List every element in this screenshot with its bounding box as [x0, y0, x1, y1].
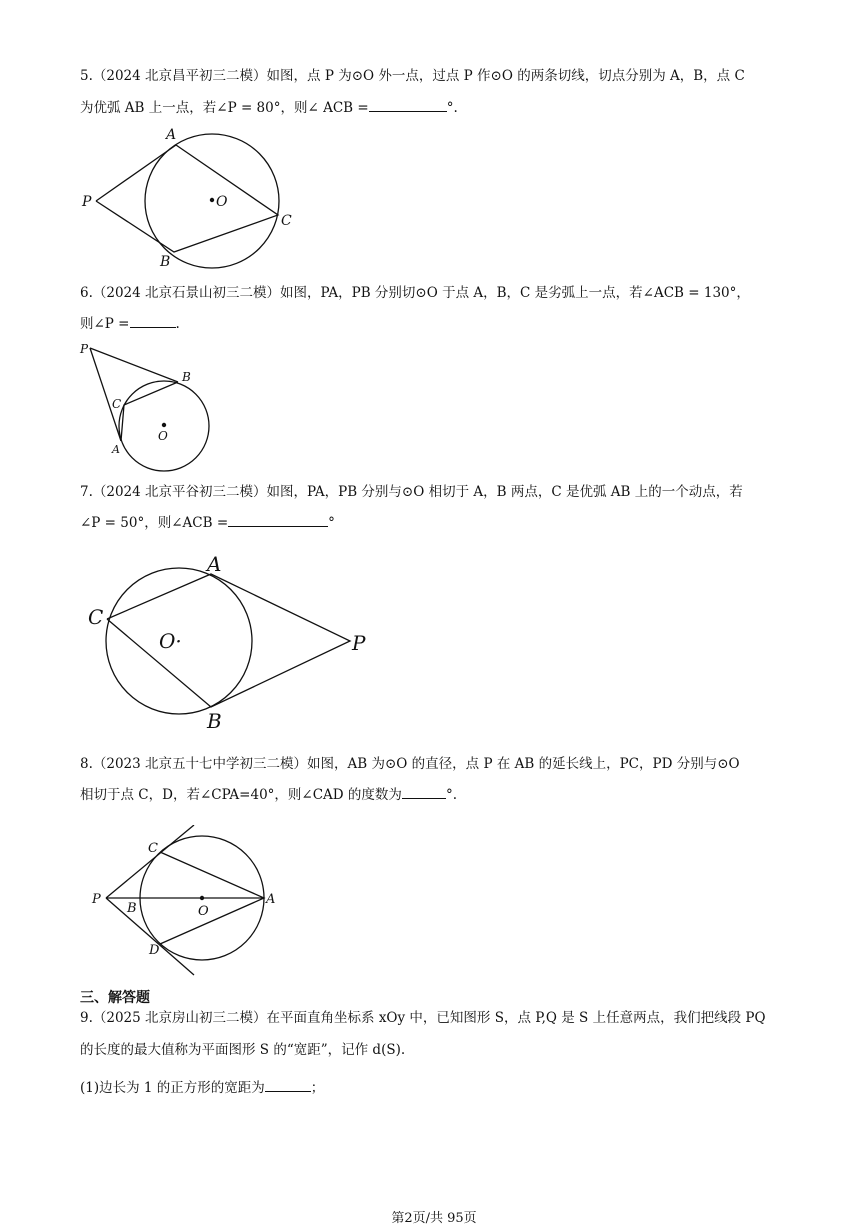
q6-label-o: O — [158, 429, 168, 443]
q8-label-b: B — [127, 901, 137, 916]
q6-label-a: A — [112, 443, 120, 456]
q9-text-line1: 9.（2025 北京房山初三二模）在平面直角坐标系 xOy 中，已知图形 S，点 P,Q 是 S 上任意两点，我们把线段 PQ — [80, 1010, 766, 1026]
q6-text-line2 — [80, 313, 180, 334]
q8-label-p: P — [92, 892, 101, 907]
q7-figure — [80, 548, 380, 734]
q5-center-dot — [210, 198, 214, 202]
q9-part1-text: (1)边长为 1 的正方形的宽距为 — [80, 1080, 265, 1096]
q7-label-a: A — [207, 552, 222, 576]
q8-label-c: C — [148, 841, 158, 856]
q6-text-line2-end: . — [175, 316, 180, 332]
q7-answer-blank[interactable] — [228, 512, 328, 527]
q5-label-o: O — [216, 194, 228, 210]
q8-figure — [88, 825, 288, 985]
q8-label-d: D — [149, 943, 160, 958]
q6-line-pb — [90, 348, 178, 382]
q7-label-p: P — [352, 631, 366, 655]
page-footer: 第2页/共 95页 — [391, 1211, 477, 1226]
q6-text-line1: 6.（2024 北京石景山初三二模）如图，PA，PB 分别切⊙O 于点 A，B，C 是劣弧上一点，若∠ACB = 130°， — [80, 285, 750, 301]
q6-label-b: B — [182, 370, 191, 384]
q6-label-p: P — [80, 342, 89, 356]
q7-text-line2 — [80, 512, 335, 533]
q5-label-c: C — [281, 213, 292, 229]
q5-label-b: B — [160, 254, 171, 270]
q6-answer-blank[interactable] — [130, 313, 176, 328]
q8-text-line2-start: 相切于点 C，D，若∠CPA=40°，则∠CAD 的度数为 — [80, 787, 402, 803]
q8-label-a: A — [266, 892, 276, 907]
q6-line-pa — [90, 348, 121, 441]
q5-label-a: A — [166, 127, 177, 143]
q7-label-b: B — [207, 709, 222, 733]
q5-text-line2-end: °. — [446, 100, 458, 116]
q6-figure — [72, 338, 222, 478]
q8-text-line1: 8.（2023 北京五十七中学初三二模）如图，AB 为⊙O 的直径，点 P 在 AB 的延长线上，PC，PD 分别与⊙O — [80, 756, 740, 772]
q9-part1-end: ； — [310, 1080, 325, 1096]
q8-text-line2 — [80, 784, 457, 805]
q5-answer-blank[interactable] — [369, 97, 447, 112]
q8-answer-blank[interactable] — [402, 784, 446, 799]
q8-text-line2-end: °. — [445, 787, 457, 803]
q7-label-c: C — [88, 605, 104, 629]
q8-center-dot — [200, 896, 204, 900]
q7-label-o: O· — [159, 629, 182, 653]
q9-text-line2: 的长度的最大值称为平面图形 S 的“宽距”，记作 d(S). — [80, 1042, 406, 1058]
q5-text-line2-start: 为优弧 AB 上一点，若∠P = 80°，则∠ ACB = — [80, 100, 369, 116]
q5-figure — [70, 122, 310, 274]
section-heading: 三、解答题 — [80, 990, 150, 1006]
q8-label-o: O — [198, 904, 209, 919]
q5-tangent-lines — [96, 145, 278, 252]
q6-center-dot — [162, 423, 166, 427]
q5-label-p: P — [82, 194, 92, 210]
q7-text-line1: 7.（2024 北京平谷初三二模）如图，PA，PB 分别与⊙O 相切于 A，B 两点，C 是优弧 AB 上的一个动点，若 — [80, 484, 743, 500]
q6-text-line2-start: 则∠P = — [80, 316, 130, 332]
q7-text-line2-start: ∠P = 50°，则∠ACB = — [80, 515, 229, 531]
q7-text-line2-end: ° — [328, 515, 335, 531]
q6-label-c: C — [112, 397, 122, 411]
q5-text-line1: 5.（2024 北京昌平初三二模）如图，点 P 为⊙O 外一点，过点 P 作⊙O 的两条切线，切点分别为 A，B，点 C — [80, 68, 745, 84]
q9-part1-answer-blank[interactable] — [265, 1077, 311, 1092]
q8-tangent-pd — [106, 898, 194, 975]
q7-lines — [107, 574, 350, 707]
q6-chords — [121, 382, 178, 441]
q5-text-line2 — [80, 97, 458, 118]
q9-text-line3 — [80, 1077, 324, 1098]
